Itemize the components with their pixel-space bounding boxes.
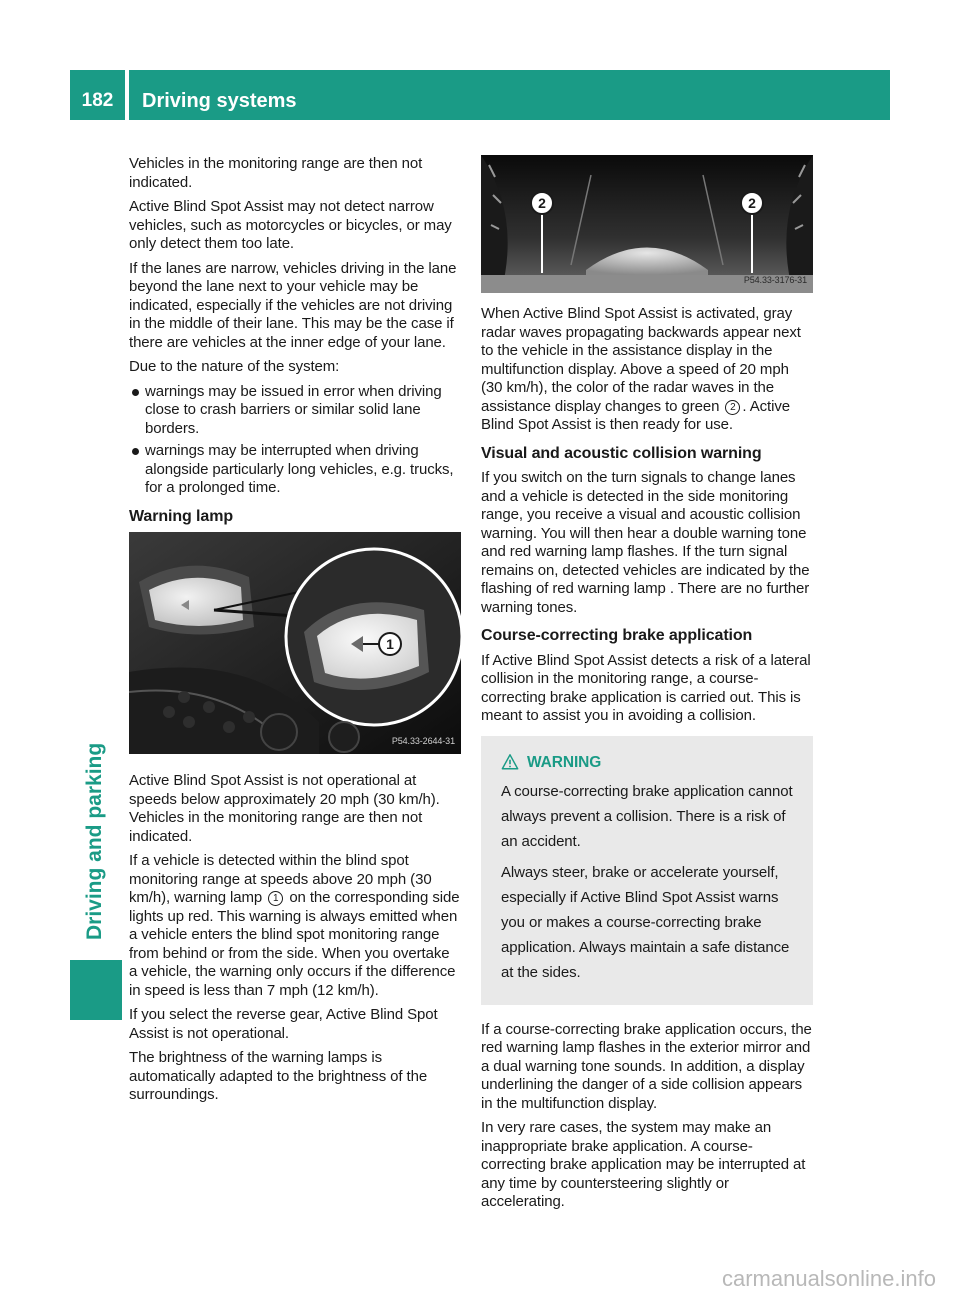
paragraph (129, 852, 461, 1000)
header-divider (125, 70, 129, 120)
list-item: warnings may be interrupted when driving alongside particularly long vehicles, e.g. trucks, for a prolonged time. (129, 442, 461, 498)
callout-2-label-right: 2 (748, 195, 756, 211)
paragraph-text: on the corresponding side lights up red. This warning is always emitted when a vehicle enters the blind spot monitoring range from behind or from the side. When you overtake a vehicle, the warning only occurs if the difference in speed is less than 7 mph (12 km/h). (129, 889, 460, 999)
warning-paragraph: Always steer, brake or accelerate yourself, especially if Active Blind Spot Assist warns you or makes a course-correcting brake application. Always maintain a safe distance at the sides. (501, 863, 790, 981)
list-item: warnings may be issued in error when driving close to crash barriers or similar solid lane borders. (129, 383, 461, 439)
side-section-label: Driving and parking (83, 742, 106, 940)
paragraph: If you switch on the turn signals to change lanes and a vehicle is detected in the side monitoring range, you receive a visual and acoustic collision warning. You will then hear a double warning tone and red warning lamp flashes. If the turn signal remains on, detected vehicles are indicated by the flashing of red warning lamp . There are no further warning tones. (481, 469, 810, 616)
right-column (481, 155, 813, 1218)
paragraph: If you select the reverse gear, Active Blind Spot Assist is not operational. (129, 1006, 438, 1042)
warning-box (481, 736, 813, 1005)
section-heading: Warning lamp (129, 507, 233, 525)
paragraph (481, 305, 813, 435)
warning-triangle-icon (501, 753, 519, 771)
paragraph: Vehicles in the monitoring range are then not indicated. (129, 155, 423, 191)
side-tab-marker (70, 960, 122, 1020)
callout-1-label: 1 (386, 636, 394, 652)
paragraph: In very rare cases, the system may make an inappropriate brake application. A course-correcting brake application may be interrupted at any time by countersteering slightly or accelerating. (481, 1119, 806, 1210)
mirror-warning-lamp-figure (129, 532, 461, 754)
paragraph: If the lanes are narrow, vehicles driving in the lane beyond the lane next to your vehicle may be indicated, especially if the vehicles are not driving in the middle of their lane. This may be the case if there are vehicles at the inner edge of your lane. (129, 259, 457, 351)
chapter-title: Driving systems (142, 90, 297, 112)
paragraph-text: If a vehicle is detected within the blind spot monitoring range at speeds above 20 mph (30 km/h), warning lamp (129, 852, 432, 906)
callout-2-ref: 2 (725, 400, 740, 415)
paragraph: Active Blind Spot Assist may not detect narrow vehicles, such as motorcycles or bicycles, or may only detect them too late. (129, 198, 452, 252)
paragraph-text: When Active Blind Spot Assist is activated, gray radar waves propagating backwards appear next to the vehicle in the assistance display in the multifunction display. Above a speed of 20 mph (30 km/h), the color of the radar waves in the assistance display changes to green (481, 305, 801, 415)
paragraph: If a course-correcting brake application occurs, the red warning lamp flashes in the exterior mirror and a dual warning tone sounds. In addition, a display underlining the danger of a side collision appears in the multifunction display. (481, 1020, 812, 1112)
paragraph: The brightness of the warning lamps is automatically adapted to the brightness of the surroundings. (129, 1049, 428, 1103)
section-heading: Visual and acoustic collision warning (481, 444, 762, 462)
warning-paragraph: A course-correcting brake application cannot always prevent a collision. There is a risk of an accident. (501, 782, 793, 850)
paragraph: Active Blind Spot Assist is not operational at speeds below approximately 20 mph (30 km/h). Vehicles in the monitoring range are then not indicated. (129, 772, 440, 845)
paragraph: Due to the nature of the system: (129, 358, 340, 375)
page-number: 182 (81, 90, 114, 111)
watermark: carmanualsonline.info (721, 1266, 936, 1291)
paragraph: If Active Blind Spot Assist detects a risk of a lateral collision in the monitoring range, a course-correcting brake application is carried out. This is meant to assist you in avoiding a collision. (481, 651, 811, 724)
assistance-display-figure (481, 155, 813, 293)
figure-code: P54.33-3176-31 (743, 274, 807, 285)
callout-2-label-left: 2 (538, 195, 546, 211)
paragraph-text: . Active Blind Spot Assist is then ready for use. (481, 397, 790, 433)
section-heading: Course-correcting brake application (481, 627, 753, 644)
warning-title (501, 750, 799, 775)
left-column (129, 155, 461, 1111)
bullet-list (129, 383, 461, 498)
callout-1-ref: 1 (268, 891, 283, 906)
figure-code: P54.33-2644-31 (391, 735, 455, 746)
warning-label: WARNING (527, 753, 602, 771)
